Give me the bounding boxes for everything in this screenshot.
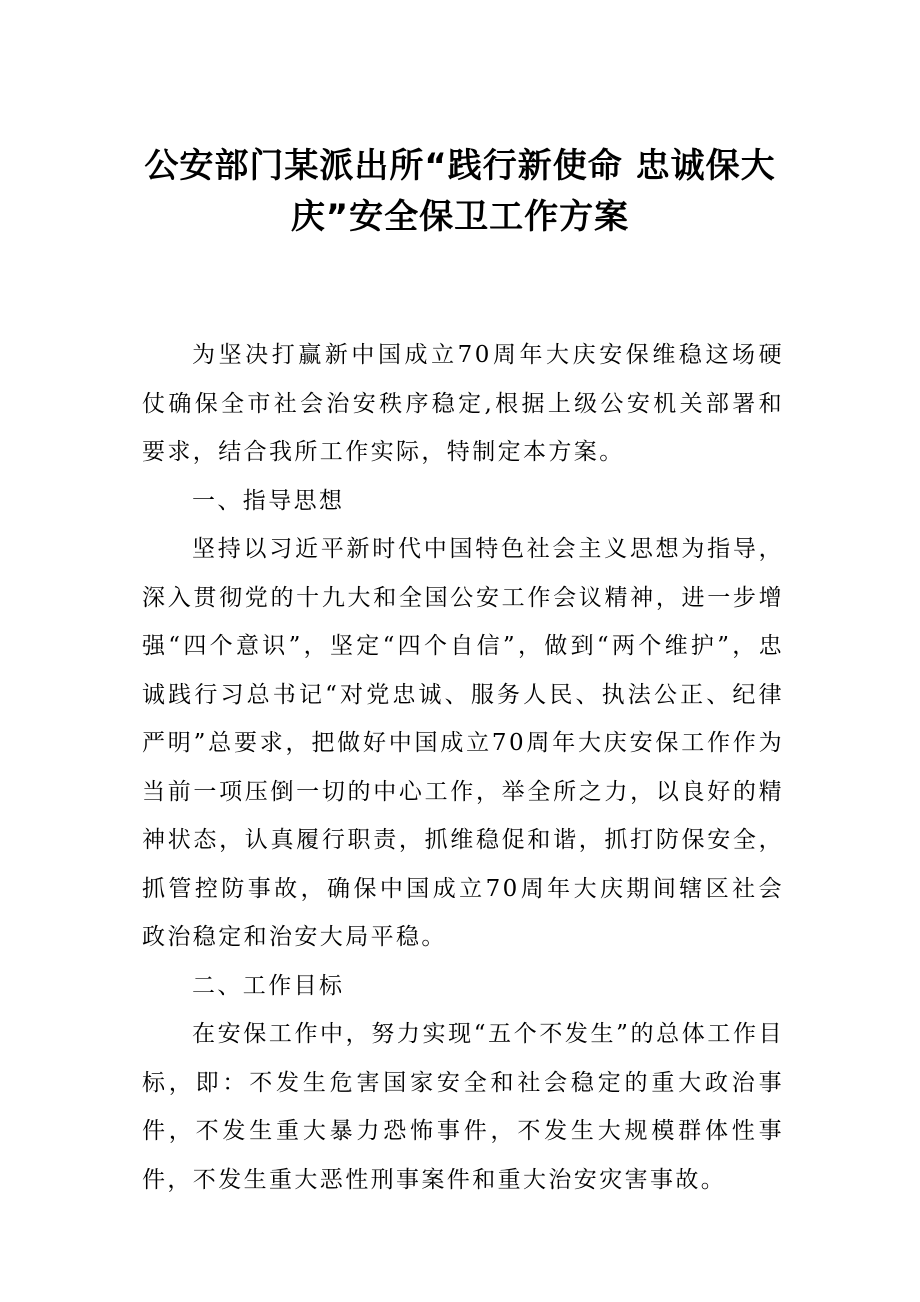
document-title	[120, 141, 800, 243]
title-line-1: 公安部门某派出所“践行新使命 忠诚保大	[144, 146, 776, 186]
title-line-2: 庆”安全保卫工作方案	[290, 197, 630, 237]
document-body	[142, 331, 784, 1204]
guiding-ideology-paragraph: 坚持以习近平新时代中国特色社会主义思想为指导，深入贯彻党的十九大和全国公安工作会议精神，进一步增强“四个意识”，坚定“四个自信”，做到“两个维护”，忠诚践行习总书记“对党忠诚、服务人民、执法公正、纪律严明”总要求，把做好中国成立70周年大庆安保工作作为当前一项压倒一切的中心工作，举全所之力，以良好的精神状态，认真履行职责，抓维稳促和谐，抓打防保安全，抓管控防事故，确保中国成立70周年大庆期间辖区社会政治稳定和治安大局平稳。	[142, 536, 784, 950]
section-heading-work-goals: 二、工作目标	[192, 972, 345, 999]
intro-paragraph: 为坚决打赢新中国成立70周年大庆安保维稳这场硬仗确保全市社会治安秩序稳定,根据上级公安机关部署和要求，结合我所工作实际，特制定本方案。	[142, 342, 784, 465]
section-heading-guiding-ideology: 一、指导思想	[192, 487, 345, 514]
work-goals-paragraph: 在安保工作中，努力实现“五个不发生”的总体工作目标，即：不发生危害国家安全和社会稳定的重大政治事件，不发生重大暴力恐怖事件，不发生大规模群体性事件，不发生重大恶性刑事案件和重大治安灾害事故。	[142, 1021, 784, 1193]
